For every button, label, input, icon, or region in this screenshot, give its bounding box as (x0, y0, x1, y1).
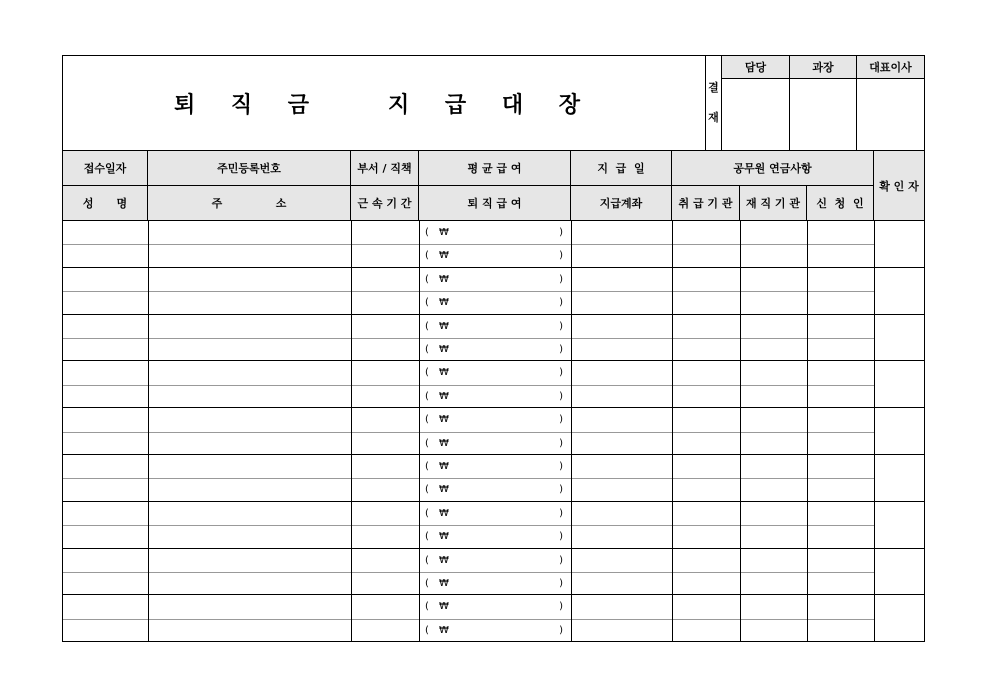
severance-ledger-sheet (62, 55, 925, 642)
amount-close-paren: ) (559, 578, 563, 589)
severance-pay-amount-field[interactable] (419, 478, 569, 501)
header-handling-agency: 취 급 기 관 (672, 186, 740, 221)
amount-open-paren: ( (425, 578, 429, 589)
severance-pay-amount-field[interactable] (419, 572, 569, 595)
won-currency-symbol: ₩ (439, 484, 449, 496)
col-line-address (351, 221, 352, 642)
won-currency-symbol: ₩ (439, 227, 449, 238)
amount-close-paren: ) (559, 320, 563, 332)
amount-close-paren: ) (559, 484, 563, 496)
average-wage-amount-field[interactable] (419, 221, 569, 244)
won-currency-symbol: ₩ (439, 531, 449, 543)
header-address: 주 소 (148, 186, 351, 221)
amount-open-paren: ( (425, 461, 429, 472)
header-name: 성 명 (63, 186, 148, 221)
amount-close-paren: ) (559, 531, 563, 543)
amount-close-paren: ) (559, 344, 563, 355)
record-grid (63, 221, 924, 642)
amount-open-paren: ( (425, 320, 429, 332)
severance-pay-amount-field[interactable] (419, 338, 569, 361)
approval-label (706, 56, 722, 150)
col-line-applicant (874, 221, 875, 642)
amount-close-paren: ) (559, 554, 563, 566)
approval-head-ceo: 대표이사 (857, 56, 924, 79)
average-wage-amount-field[interactable] (419, 361, 569, 384)
won-currency-symbol: ₩ (439, 578, 449, 589)
header-average-wage: 평 균 급 여 (419, 151, 571, 186)
col-line-period (419, 221, 420, 642)
won-currency-symbol: ₩ (439, 273, 449, 285)
col-line-name (148, 221, 149, 642)
title-area (63, 56, 705, 151)
won-currency-symbol: ₩ (439, 390, 449, 402)
won-currency-symbol: ₩ (439, 461, 449, 472)
amount-close-paren: ) (559, 250, 563, 262)
average-wage-amount-field[interactable] (419, 595, 569, 618)
header-payment-date: 지 급 일 (571, 151, 672, 186)
severance-pay-amount-field[interactable] (419, 385, 569, 408)
average-wage-amount-field[interactable] (419, 268, 569, 291)
header-applicant: 신 청 인 (807, 186, 874, 221)
amount-open-paren: ( (425, 227, 429, 238)
approval-head-manager: 담당 (722, 56, 789, 79)
approval-label-top: 결 (708, 81, 719, 94)
amount-close-paren: ) (559, 624, 563, 636)
approval-column-manager (722, 56, 790, 150)
approval-sign-section-chief[interactable] (790, 79, 856, 150)
amount-open-paren: ( (425, 507, 429, 519)
amount-open-paren: ( (425, 390, 429, 402)
won-currency-symbol: ₩ (439, 367, 449, 379)
amount-open-paren: ( (425, 437, 429, 449)
col-line-account (672, 221, 673, 642)
amount-open-paren: ( (425, 531, 429, 543)
header-department-position: 부서 / 직책 (351, 151, 419, 186)
won-currency-symbol: ₩ (439, 320, 449, 332)
amount-open-paren: ( (425, 601, 429, 613)
won-currency-symbol: ₩ (439, 414, 449, 426)
col-line-wage (571, 221, 572, 642)
amount-close-paren: ) (559, 461, 563, 472)
won-currency-symbol: ₩ (439, 250, 449, 262)
won-currency-symbol: ₩ (439, 344, 449, 355)
amount-close-paren: ) (559, 273, 563, 285)
average-wage-amount-field[interactable] (419, 455, 569, 478)
amount-open-paren: ( (425, 554, 429, 566)
won-currency-symbol: ₩ (439, 507, 449, 519)
approval-head-section-chief: 과장 (790, 56, 856, 79)
amount-open-paren: ( (425, 273, 429, 285)
header-confirmer: 확 인 자 (874, 151, 924, 221)
amount-close-paren: ) (559, 507, 563, 519)
average-wage-amount-field[interactable] (419, 315, 569, 338)
average-wage-amount-field[interactable] (419, 408, 569, 431)
approval-column-ceo (857, 56, 924, 150)
severance-pay-amount-field[interactable] (419, 525, 569, 548)
header-employer-agency: 재 직 기 관 (740, 186, 807, 221)
header-receipt-date: 접수일자 (63, 151, 148, 186)
amount-open-paren: ( (425, 484, 429, 496)
col-line-handling (740, 221, 741, 642)
header-resident-number: 주민등록번호 (148, 151, 351, 186)
header-payment-account: 지급계좌 (571, 186, 672, 221)
won-currency-symbol: ₩ (439, 601, 449, 613)
header-service-period: 근 속 기 간 (351, 186, 419, 221)
approval-column-section-chief (790, 56, 857, 150)
header-civil-pension: 공무원 연금사항 (672, 151, 874, 186)
amount-close-paren: ) (559, 437, 563, 449)
severance-pay-amount-field[interactable] (419, 291, 569, 314)
amount-close-paren: ) (559, 390, 563, 402)
amount-open-paren: ( (425, 344, 429, 355)
severance-pay-amount-field[interactable] (419, 432, 569, 455)
col-line-employer (807, 221, 808, 642)
severance-pay-amount-field[interactable] (419, 244, 569, 267)
average-wage-amount-field[interactable] (419, 549, 569, 572)
header-severance-pay: 퇴 직 급 여 (419, 186, 571, 221)
amount-close-paren: ) (559, 414, 563, 426)
amount-open-paren: ( (425, 297, 429, 309)
won-currency-symbol: ₩ (439, 297, 449, 309)
approval-label-bottom: 재 (708, 111, 719, 124)
amount-close-paren: ) (559, 227, 563, 238)
amount-open-paren: ( (425, 367, 429, 379)
document-title: 퇴 직 금 지 급 대 장 (173, 92, 595, 118)
amount-close-paren: ) (559, 367, 563, 379)
approval-sign-ceo[interactable] (857, 79, 924, 150)
amount-close-paren: ) (559, 297, 563, 309)
approval-sign-manager[interactable] (722, 79, 789, 150)
approval-box (705, 56, 924, 151)
amount-open-paren: ( (425, 250, 429, 262)
amount-open-paren: ( (425, 624, 429, 636)
won-currency-symbol: ₩ (439, 437, 449, 449)
amount-close-paren: ) (559, 601, 563, 613)
severance-pay-amount-field[interactable] (419, 619, 569, 642)
amount-open-paren: ( (425, 414, 429, 426)
average-wage-amount-field[interactable] (419, 502, 569, 525)
won-currency-symbol: ₩ (439, 624, 449, 636)
won-currency-symbol: ₩ (439, 554, 449, 566)
